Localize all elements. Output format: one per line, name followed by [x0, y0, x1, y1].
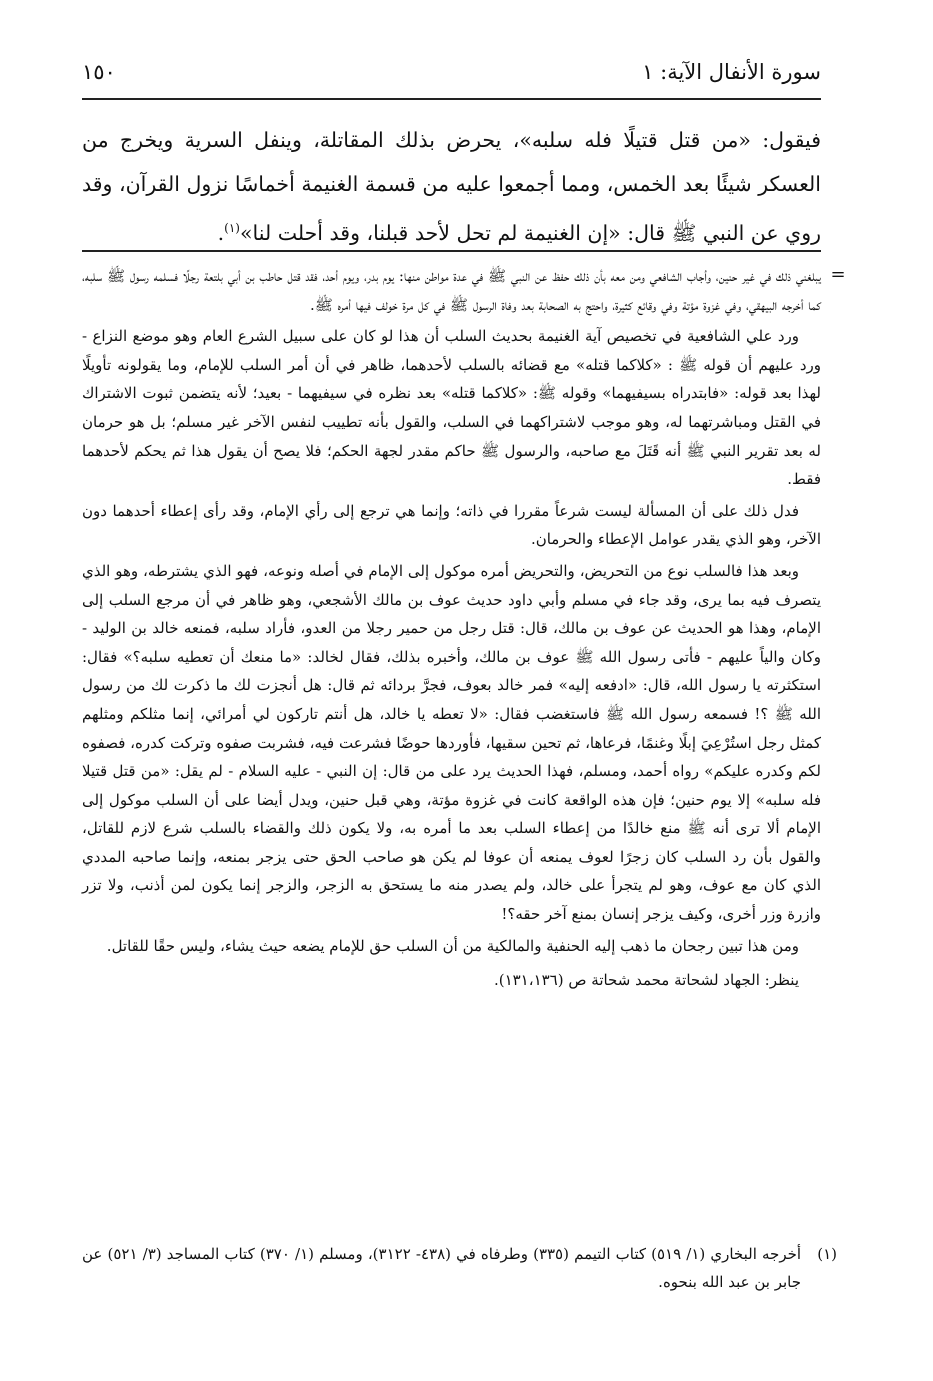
main-paragraph-end: .	[217, 220, 225, 245]
continuation-mark: =	[830, 264, 846, 285]
main-paragraph	[82, 118, 821, 255]
footnote-source: ينظر: الجهاد لشحاتة محمد شحاتة ص (١٣١،١٣٦).	[493, 971, 799, 990]
running-title: سورة الأنفال الآية: ١	[642, 60, 821, 84]
footnote-1-text: أخرجه البخاري (١/ ٥١٩) كتاب التيمم (٣٣٥) وطرفاه في (٤٣٨- ٣١٢٢)، ومسلم (١/ ٣٧٠) كتاب المساجد (٣/ ٥٢١) عن جابر بن عبد الله بنحوه.	[82, 1245, 802, 1291]
footnote-separator	[82, 250, 821, 252]
page-header	[82, 58, 821, 100]
footnote-1-marker: (١)	[817, 1245, 837, 1263]
footnote-1	[82, 1240, 837, 1296]
footnote-paragraph: ورد علي الشافعية في تخصيص آية الغنيمة بحديث السلب أن هذا لو كان على سبيل الشرع العام وهو موضع النزاع - ورد عليهم أن قوله ﷺ : «كلاكما قتله» مع قضائه بالسلب لأحدهما، ظاهر في أن أمر السلب للإمام، وما يقولونه تأويلًا لهذا بعد قوله: «فابتدراه بسيفيهما» وقوله ﷺ: «كلاكما قتله» بعد نظره في سيفيهما - بعيد؛ لأنه يتضمن ثبوت الاشتراك في القتل ومباشرتهما له، وهو موجب لاشتراكهما في السلب، والقول بأنه تطييب لنفس الآخر غير مسلم؛ بل هو حرمان له بعد تقرير النبي ﷺ أنه قَتَلَ مع صاحبه، والرسول ﷺ حاكم مقدر لجهة الحكم؛ فلا يصح أن يقول هذا ثم يحكم لأحدهما فقط.	[82, 327, 821, 489]
main-text	[82, 118, 821, 255]
footnote-paragraph: يبلغني ذلك في غير حنين، وأجاب الشافعي ومن معه بأن ذلك حفظ عن النبي ﷺ في عدة مواطن منها: يوم بدر، ويوم أحد، فقد قتل حاطب بن أبي بلتعة رجلًا فسلمه رسول ﷺ سلبه، كما أخرجه البيهقي، وفي غزوة مؤتة وفي وقائع كثيرة، واحتج به الصحابة بعد وفاة الرسول ﷺ في كل مرة خولف فيها أمره ﷺ.	[82, 267, 821, 314]
footnote-continued	[82, 262, 821, 998]
footnote-paragraph: وبعد هذا فالسلب نوع من التحريض، والتحريض أمره موكول إلى الإمام في أصله ونوعه، فهو الذي يشترطه، وهو الذي يتصرف فيه بما يرى، وقد جاء في مسلم وأبي داود حديث عوف بن مالك الأشجعي، وهو ظاهر في أن مرجع السلب إلى الإمام، وهذا هو الحديث عن عوف بن مالك، قال: قتل رجل من حمير رجلا من العدو، فأراد سلبه، فمنعه خالد بن الوليد - وكان والياً عليهم - فأتى رسول الله ﷺ عوف بن مالك، وأخبره بذلك، فقال لخالد: «ما منعك أن تعطيه سلبه؟» فقال: استكثرته يا رسول الله، قال: «ادفعه إليه» فمر خالد بعوف، فجرَّ بردائه ثم قال: هل أنجزت لك ما ذكرت لك من رسول الله ﷺ ؟! فسمعه رسول الله ﷺ فاستغضب فقال: «لا تعطه يا خالد، هل أنتم تاركون لي أمرائي، إنما مثلكم ومثلهم كمثل رجل استُرْعِيَ إبلًا وغنمًا، فرعاها، ثم تحين سقيها، فأوردها حوضًا فشرعت فيه، فشربت صفوه وتركت كدره، فصفوه لكم وكدره عليكم» رواه أحمد، ومسلم، فهذا الحديث يرد على من قال: إن النبي - عليه السلام - لم يقل: «من قتل قتيلا فله سلبه» إلا يوم حنين؛ فإن هذه الواقعة كانت في غزوة مؤتة، وهي قبل حنين، ويدل أيضا على أن السلب موكول إلى الإمام ألا ترى أنه ﷺ منع خالدًا من إعطاء السلب بعد ما أمره به، ولا يكون ذلك والقضاء بالسلب شرع لازم للقاتل، والقول بأن رد السلب كان زجرًا لعوف يمنعه أن عوفا لم يكن هو صاحب الحق حتى يزجر بمنعه، وإنما صاحبه المددي الذي كان مع عوف، وهو لم يتجرأ على خالد، ولم يصدر منه ما يستحق به الزجر، والزجر إنما يكون لمن أذنب، ولا تزر وازرة وزر أخرى، وكيف يزجر إنسان بمنع آخر حقه؟!	[82, 561, 821, 924]
main-paragraph-text: فيقول: «من قتل قتيلًا فله سلبه»، يحرض بذلك المقاتلة، وينفل السرية ويخرج من العسكر شيئًا بعد الخمس، ومما أجمعوا عليه من قسمة الغنيمة أخماسًا نزول القرآن، وقد روي عن النبي ﷺ قال: «إن الغنيمة لم تحل لأحد قبلنا، وقد أحلت لنا»	[82, 128, 821, 245]
footnote-reference: (١)	[224, 221, 240, 235]
footnote-paragraph: ومن هذا تبين رجحان ما ذهب إليه الحنفية والمالكية من أن السلب حق للإمام يضعه حيث يشاء، وليس حقًا للقاتل.	[106, 936, 799, 955]
page-number: ١٥٠	[82, 60, 116, 84]
footnote-paragraph: فدل ذلك على أن المسألة ليست شرعاً مقررا في ذاته؛ وإنما هي ترجع إلى رأي الإمام، وقد رأى إعطاء أحدهما دون الآخر، وهو الذي يقدر عوامل الإعطاء والحرمان.	[82, 501, 821, 549]
